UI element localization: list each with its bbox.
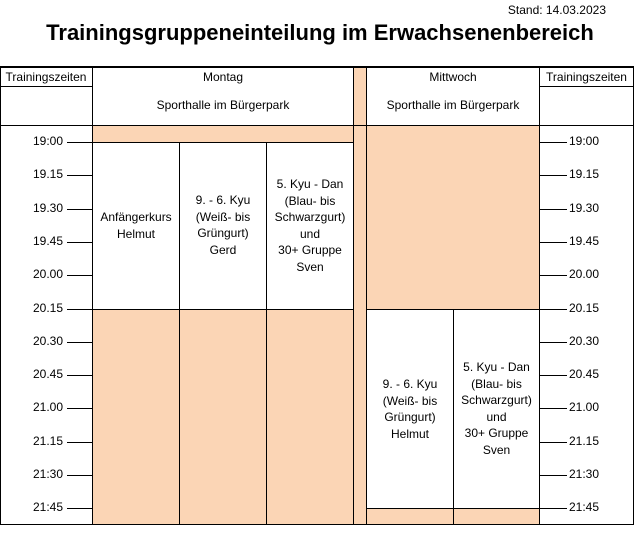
time-tick-right bbox=[540, 475, 567, 476]
time-label-left: 21:30 bbox=[33, 467, 64, 481]
time-tick-left bbox=[67, 408, 92, 409]
time-label-left: 19:00 bbox=[33, 134, 64, 148]
time-tick-right bbox=[540, 175, 567, 176]
time-label-right: 19:00 bbox=[569, 134, 600, 148]
time-label-left: 21.15 bbox=[33, 434, 64, 448]
time-label-right: 20.45 bbox=[569, 367, 600, 381]
free-slot-montag-bottom bbox=[93, 309, 353, 524]
time-label-left: 19.30 bbox=[33, 201, 64, 215]
time-tick-right bbox=[540, 142, 567, 143]
time-label-left: 20.00 bbox=[33, 267, 64, 281]
time-label-right: 21.15 bbox=[569, 434, 600, 448]
header-mittwoch: Mittwoch bbox=[429, 70, 477, 84]
venue-mittwoch: Sporthalle im Bürgerpark bbox=[386, 98, 520, 112]
time-tick-right bbox=[540, 275, 567, 276]
time-label-right: 19.15 bbox=[569, 167, 600, 181]
time-label-right: 21.00 bbox=[569, 400, 600, 414]
time-tick-right bbox=[540, 508, 567, 509]
time-tick-right bbox=[540, 209, 567, 210]
free-slot-montag-top bbox=[93, 126, 353, 142]
time-tick-left bbox=[67, 375, 92, 376]
time-label-left: 20.15 bbox=[33, 301, 64, 315]
separator-column bbox=[354, 67, 366, 524]
time-tick-right bbox=[540, 442, 567, 443]
time-tick-left bbox=[67, 342, 92, 343]
group-montag-2: 9. - 6. Kyu (Weiß- bis Grüngurt) Gerd bbox=[195, 193, 251, 257]
group-montag-1: Anfängerkurs Helmut bbox=[100, 210, 172, 241]
time-tick-left bbox=[67, 508, 92, 509]
header-trainingszeiten-right: Trainingszeiten bbox=[546, 70, 627, 84]
time-tick-left bbox=[67, 209, 92, 210]
group-mittwoch-1: 9. - 6. Kyu (Weiß- bis Grüngurt) Helmut bbox=[382, 377, 438, 441]
free-slot-mittwoch-top bbox=[367, 126, 539, 309]
time-tick-left bbox=[67, 442, 92, 443]
time-label-right: 21:30 bbox=[569, 467, 600, 481]
time-label-left: 21:45 bbox=[33, 500, 64, 514]
time-tick-left bbox=[67, 275, 92, 276]
time-tick-right bbox=[540, 309, 567, 310]
time-tick-right bbox=[540, 375, 567, 376]
time-label-left: 19.15 bbox=[33, 167, 64, 181]
time-tick-left bbox=[67, 309, 92, 310]
header-trainingszeiten-left: Trainingszeiten bbox=[5, 70, 87, 84]
time-tick-left bbox=[67, 242, 92, 243]
time-label-right: 20.30 bbox=[569, 334, 600, 348]
time-label-right: 21:45 bbox=[569, 500, 600, 514]
header-montag: Montag bbox=[202, 70, 244, 84]
time-tick-right bbox=[540, 242, 567, 243]
time-label-left: 20.45 bbox=[33, 367, 64, 381]
time-tick-left bbox=[67, 475, 92, 476]
time-label-left: 19.45 bbox=[33, 234, 64, 248]
venue-montag: Sporthalle im Bürgerpark bbox=[156, 98, 290, 112]
page-title: Trainingsgruppeneinteilung im Erwachsenenbereich bbox=[46, 20, 594, 45]
time-label-right: 19.45 bbox=[569, 234, 600, 248]
time-label-right: 20.15 bbox=[569, 301, 600, 315]
time-tick-right bbox=[540, 342, 567, 343]
stand-date: Stand: 14.03.2023 bbox=[507, 3, 606, 17]
group-montag-3: 5. Kyu - Dan (Blau- bis Schwarzgurt) und 30+ Gruppe Sven bbox=[274, 177, 346, 274]
time-label-left: 20.30 bbox=[33, 334, 64, 348]
group-mittwoch-2: 5. Kyu - Dan (Blau- bis Schwarzgurt) und 30+ Gruppe Sven bbox=[461, 360, 532, 457]
time-label-right: 20.00 bbox=[569, 267, 600, 281]
time-tick-right bbox=[540, 408, 567, 409]
time-tick-left bbox=[67, 142, 92, 143]
time-label-left: 21.00 bbox=[33, 400, 64, 414]
time-label-right: 19.30 bbox=[569, 201, 600, 215]
time-tick-left bbox=[67, 175, 92, 176]
